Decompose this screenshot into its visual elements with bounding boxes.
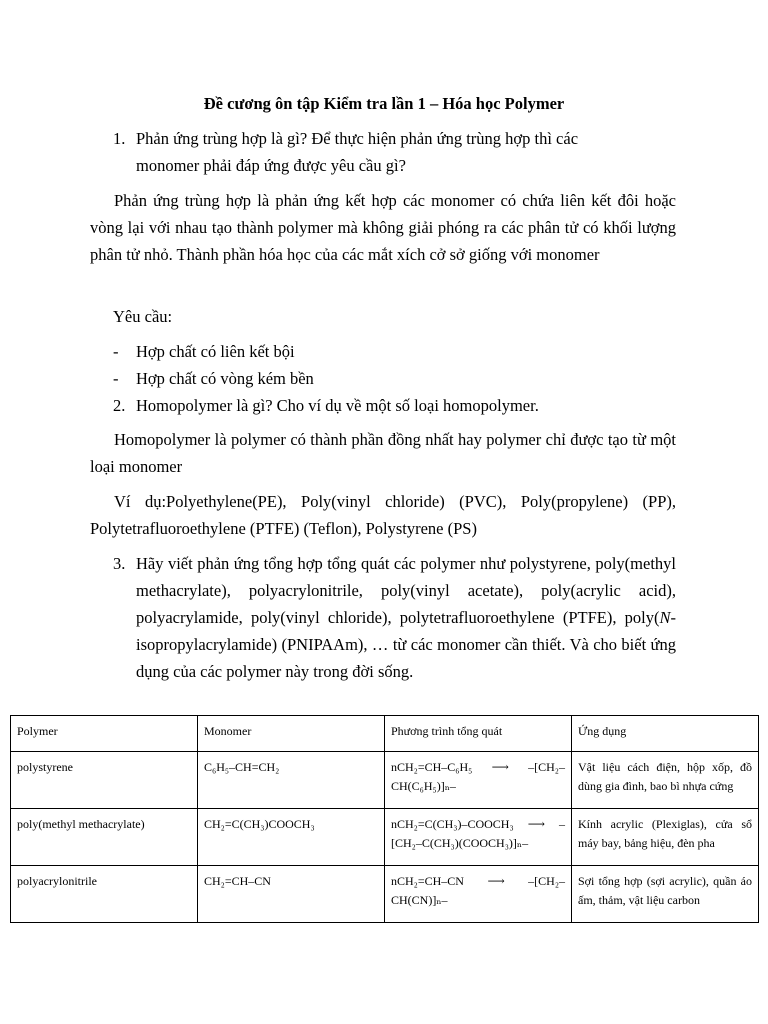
question-2-text: Homopolymer là gì? Cho ví dụ về một số loại homopolymer. — [136, 396, 539, 415]
bullet-item-2: Hợp chất có vòng kém bền — [136, 369, 314, 388]
answer-2-paragraph: Homopolymer là polymer có thành phần đồng nhất hay polymer chỉ được tạo từ một loại monomer — [90, 430, 676, 476]
cell-monomer: CH₂=CH–CN — [198, 866, 385, 923]
bullet-marker: - — [113, 342, 119, 361]
question-3-number: 3. — [113, 554, 126, 573]
cell-polymer: polyacrylonitrile — [11, 866, 198, 923]
cell-monomer: CH₂=C(CH₃)COOCH₃ — [198, 809, 385, 866]
answer-1-paragraph: Phản ứng trùng hợp là phản ứng kết hợp các monomer có chứa liên kết đôi hoặc vòng lại với nhau tạo thành polymer mà không giải phóng ra các phân tử có khối lượng phân tử nhỏ. Thành phần hóa học của các mắt xích cở sở giống với monomer — [90, 191, 676, 264]
table-row — [11, 809, 759, 866]
question-3-text-part-2: -isopropylacrylamide) (PNIPAAm), … từ các monomer cần thiết. Và cho biết ứng dụng của các polymer này trong đời sống. — [136, 608, 676, 681]
question-3-text-part-1: Hãy viết phản ứng tổng hợp tổng quát các polymer như polystyrene, poly(methyl methacrylate), polyacrylonitrile, poly(vinyl acetate), poly(acrylic acid), polyacrylamide, poly(vinyl chloride), polytetrafluoroethylene (PTFE), poly( — [136, 554, 676, 627]
table-header-row — [11, 716, 759, 752]
bullet-item-1: Hợp chất có liên kết bội — [136, 342, 295, 361]
question-1-line-2: monomer phải đáp ứng được yêu cầu gì? — [136, 156, 406, 175]
requirements-label: Yêu cầu: — [113, 307, 173, 326]
header-monomer: Monomer — [198, 716, 385, 752]
question-1-line-1: Phản ứng trùng hợp là gì? Để thực hiện phản ứng trùng hợp thì các — [136, 129, 579, 148]
bullet-marker: - — [113, 369, 119, 388]
cell-monomer: C₆H₅–CH=CH₂ — [198, 752, 385, 809]
header-equation: Phương trình tổng quát — [385, 716, 572, 752]
cell-polymer: poly(methyl methacrylate) — [11, 809, 198, 866]
polymer-table — [10, 715, 759, 923]
cell-application: Vật liệu cách điện, hộp xốp, đồ dùng gia đình, bao bì nhựa cứng — [572, 752, 759, 809]
cell-equation: nCH₂=CH–C₆H₅ ⟶ –[CH₂–CH(C₆H₅)]ₙ– — [385, 752, 572, 809]
header-polymer: Polymer — [11, 716, 198, 752]
cell-polymer: polystyrene — [11, 752, 198, 809]
answer-2-example: Ví dụ:Polyethylene(PE), Poly(vinyl chloride) (PVC), Poly(propylene) (PP), Polytetrafluoroethylene (PTFE) (Teflon), Polystyrene (PS) — [90, 492, 676, 538]
cell-application: Sợi tổng hợp (sợi acrylic), quần áo ấm, thảm, vật liệu carbon — [572, 866, 759, 923]
table-row — [11, 752, 759, 809]
question-1-number: 1. — [113, 129, 126, 148]
question-3-italic: N — [659, 608, 671, 627]
question-3-text — [136, 550, 676, 685]
cell-equation: nCH₂=C(CH₃)–COOCH₃ ⟶ –[CH₂–C(CH₃)(COOCH₃)]ₙ– — [385, 809, 572, 866]
cell-application: Kính acrylic (Plexiglas), cửa sổ máy bay, bảng hiệu, đèn pha — [572, 809, 759, 866]
table-row — [11, 866, 759, 923]
document-title: Đề cương ôn tập Kiểm tra lần 1 – Hóa học Polymer — [203, 94, 565, 113]
question-2-number: 2. — [113, 396, 126, 415]
cell-equation: nCH₂=CH–CN ⟶ –[CH₂–CH(CN)]ₙ– — [385, 866, 572, 923]
header-application: Ứng dụng — [572, 716, 759, 752]
